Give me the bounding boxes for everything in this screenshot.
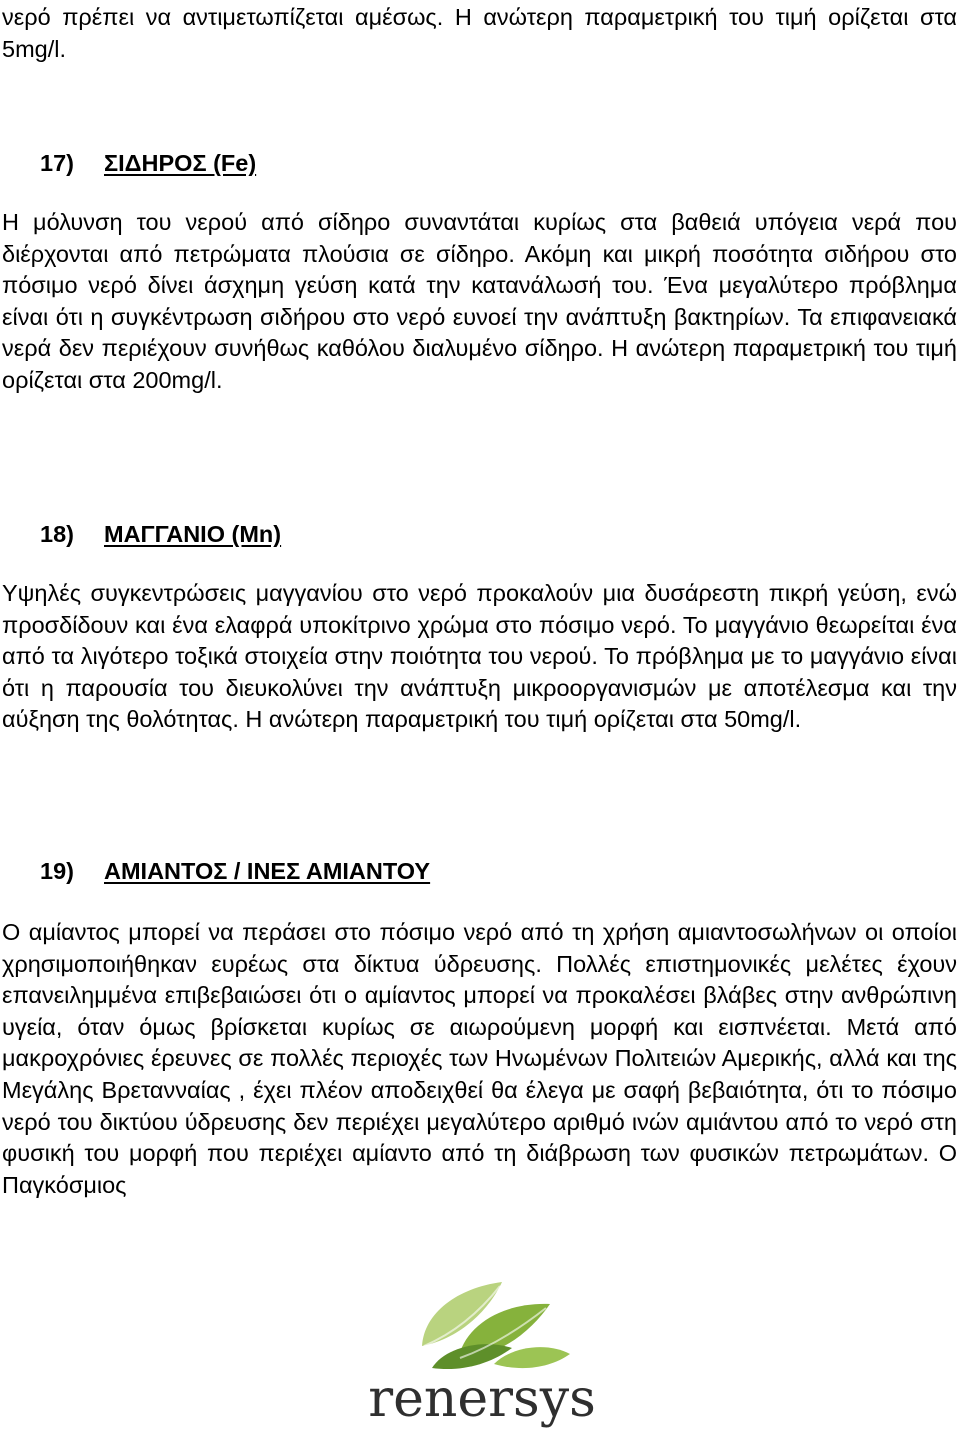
section-number: 18) [40,521,74,547]
section-17-heading [40,148,256,178]
section-title: ΑΜΙΑΝΤΟΣ / ΙΝΕΣ ΑΜΙΑΝΤΟΥ [104,858,431,884]
section-17-body: Η μόλυνση του νερού από σίδηρο συναντάται κυρίως στα βαθειά υπόγεια νερά που διέρχονται από πετρώματα πλούσια σε σίδηρο. Ακόμη και μικρή ποσότητα σιδήρου στο πόσιμο νερό δίνει άσχημη γεύση κατά την κατανάλωσή του. Ένα μεγαλύτερο πρόβλημα είναι ότι η συγκέντρωση σιδήρου στο νερό ευνοεί την ανάπτυξη βακτηρίων. Τα επιφανειακά νερά δεν περιέχουν συνήθως καθόλου διαλυμένο σίδηρο. Η ανώτερη παραμετρική του τιμή ορίζεται στα 200mg/l. [2,209,957,393]
section-title: ΜΑΓΓΑΝΙΟ (Mn) [104,521,282,547]
section-title: ΣΙΔΗΡΟΣ (Fe) [104,150,257,176]
renersys-logo [362,1268,602,1430]
section-number: 19) [40,858,74,884]
intro-paragraph: νερό πρέπει να αντιμετωπίζεται αμέσως. Η ανώτερη παραμετρική του τιμή ορίζεται στα 5mg/l. [2,4,957,62]
leaves-icon [362,1268,602,1430]
section-18-body: Υψηλές συγκεντρώσεις μαγγανίου στο νερό προκαλούν μια δυσάρεστη πικρή γεύση, ενώ προσδίδουν και ένα ελαφρά υποκίτρινο χρώμα στο πόσιμο νερό. Το μαγγάνιο θεωρείται ένα από τα λιγότερο τοξικά στοιχεία στην ποιότητα του νερού. Το πρόβλημα με το μαγγάνιο είναι ότι η παρουσία του διευκολύνει την ανάπτυξη μικροοργανισμών με αποτέλεσμα και την αύξηση της θολότητας. Η ανώτερη παραμετρική του τιμή ορίζεται στα 50mg/l. [2,580,957,733]
logo-wordmark: renersys [368,1369,596,1429]
section-18-heading [40,519,281,549]
section-19-heading [40,856,430,886]
section-19-body: Ο αμίαντος μπορεί να περάσει στο πόσιμο νερό από τη χρήση αμιαντοσωλήνων οι οποίοι χρησιμοποιήθηκαν ευρέως στα δίκτυα ύδρευσης. Πολλές επιστημονικές μελέτες έχουν επανειλημμένα επιβεβαιώσει ότι ο αμίαντος μπορεί να προκαλέσει βλάβες στην ανθρώπινη υγεία, όταν όμως βρίσκεται κυρίως σε αιωρούμενη μορφή και εισπνέεται. Μετά από μακροχρόνιες έρευνες σε πολλές περιοχές των Ηνωμένων Πολιτειών Αμερικής, αλλά και της Μεγάλης Βρετανναίας , έχει πλέον αποδειχθεί θα έλεγα με σαφή βεβαιότητα, ότι το πόσιμο νερό του δικτύου ύδρευσης δεν περιέχει μεγαλύτερο αριθμό ινών αμιάντου από το νερό στη φυσική του μορφή που περιέχει αμίαντο από τη διάβρωση των φυσικών πετρωμάτων. Ο Παγκόσμιος [2,919,957,1198]
section-number: 17) [40,150,74,176]
